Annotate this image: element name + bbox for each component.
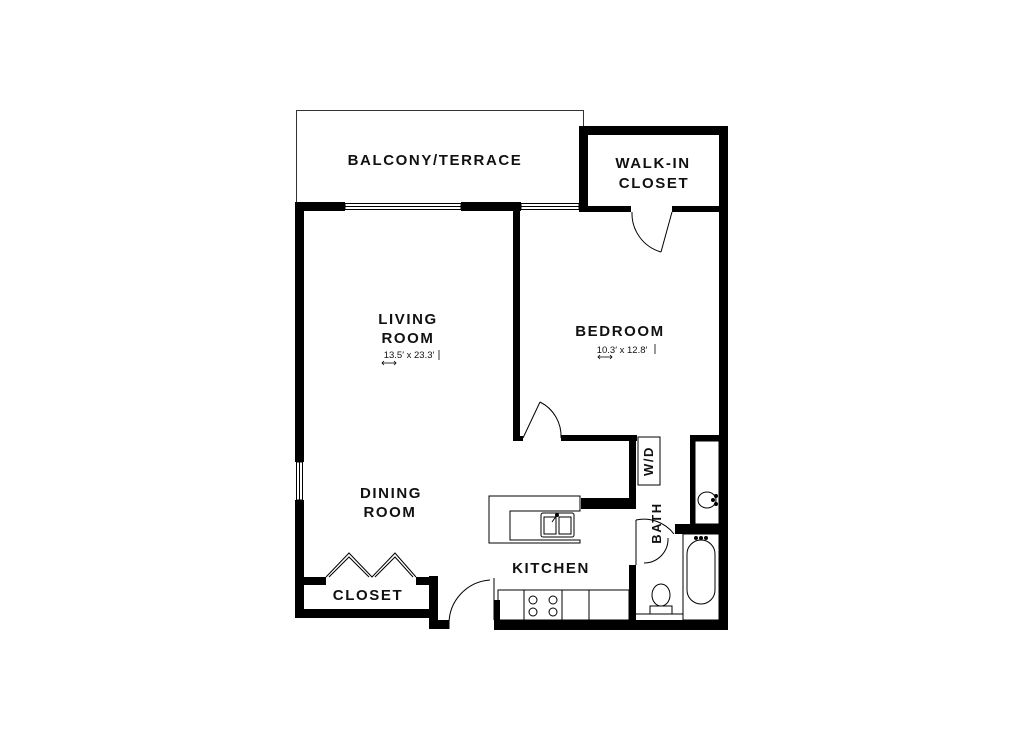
walkin-door-leaf [661,212,672,252]
closet-label: CLOSET [332,587,404,604]
stove-burner [549,608,557,616]
bedroom-door-swing [540,402,561,438]
toilet-bowl [652,584,670,606]
living-room-label-line2: ROOM [381,330,435,347]
balcony-label: BALCONY/TERRACE [347,152,523,169]
doors [326,212,674,629]
stove-burner [529,596,537,604]
stove-burner [549,596,557,604]
windows [297,204,580,501]
kitchen-peninsula [489,496,580,543]
bedroom-label: BEDROOM [575,323,665,340]
toilet-tank [650,606,672,614]
living-room-dimensions: 13.5′ x 23.3′ [383,350,435,361]
bedroom-dimensions: 10.3′ x 12.8′ [596,345,648,356]
bath-label: BATH [649,502,664,544]
living-room-label-line1: LIVING [378,311,438,328]
dining-room-label-line2: ROOM [363,504,417,521]
dining-room-label-line1: DINING [359,485,423,502]
bath-vanity [695,441,719,524]
walkin-closet-label-line2: CLOSET [618,175,690,192]
kitchen-label: KITCHEN [512,560,590,577]
walkin-door-swing [632,212,661,252]
stove-burner [529,608,537,616]
walkin-closet-label-line1: WALK-IN [615,155,691,172]
kitchen-fixtures [489,496,629,620]
bedroom-door-leaf [523,402,540,438]
entry-door-swing [449,580,490,624]
washer-dryer-label: W/D [641,445,656,477]
kitchen-bottom-counter [498,590,629,620]
